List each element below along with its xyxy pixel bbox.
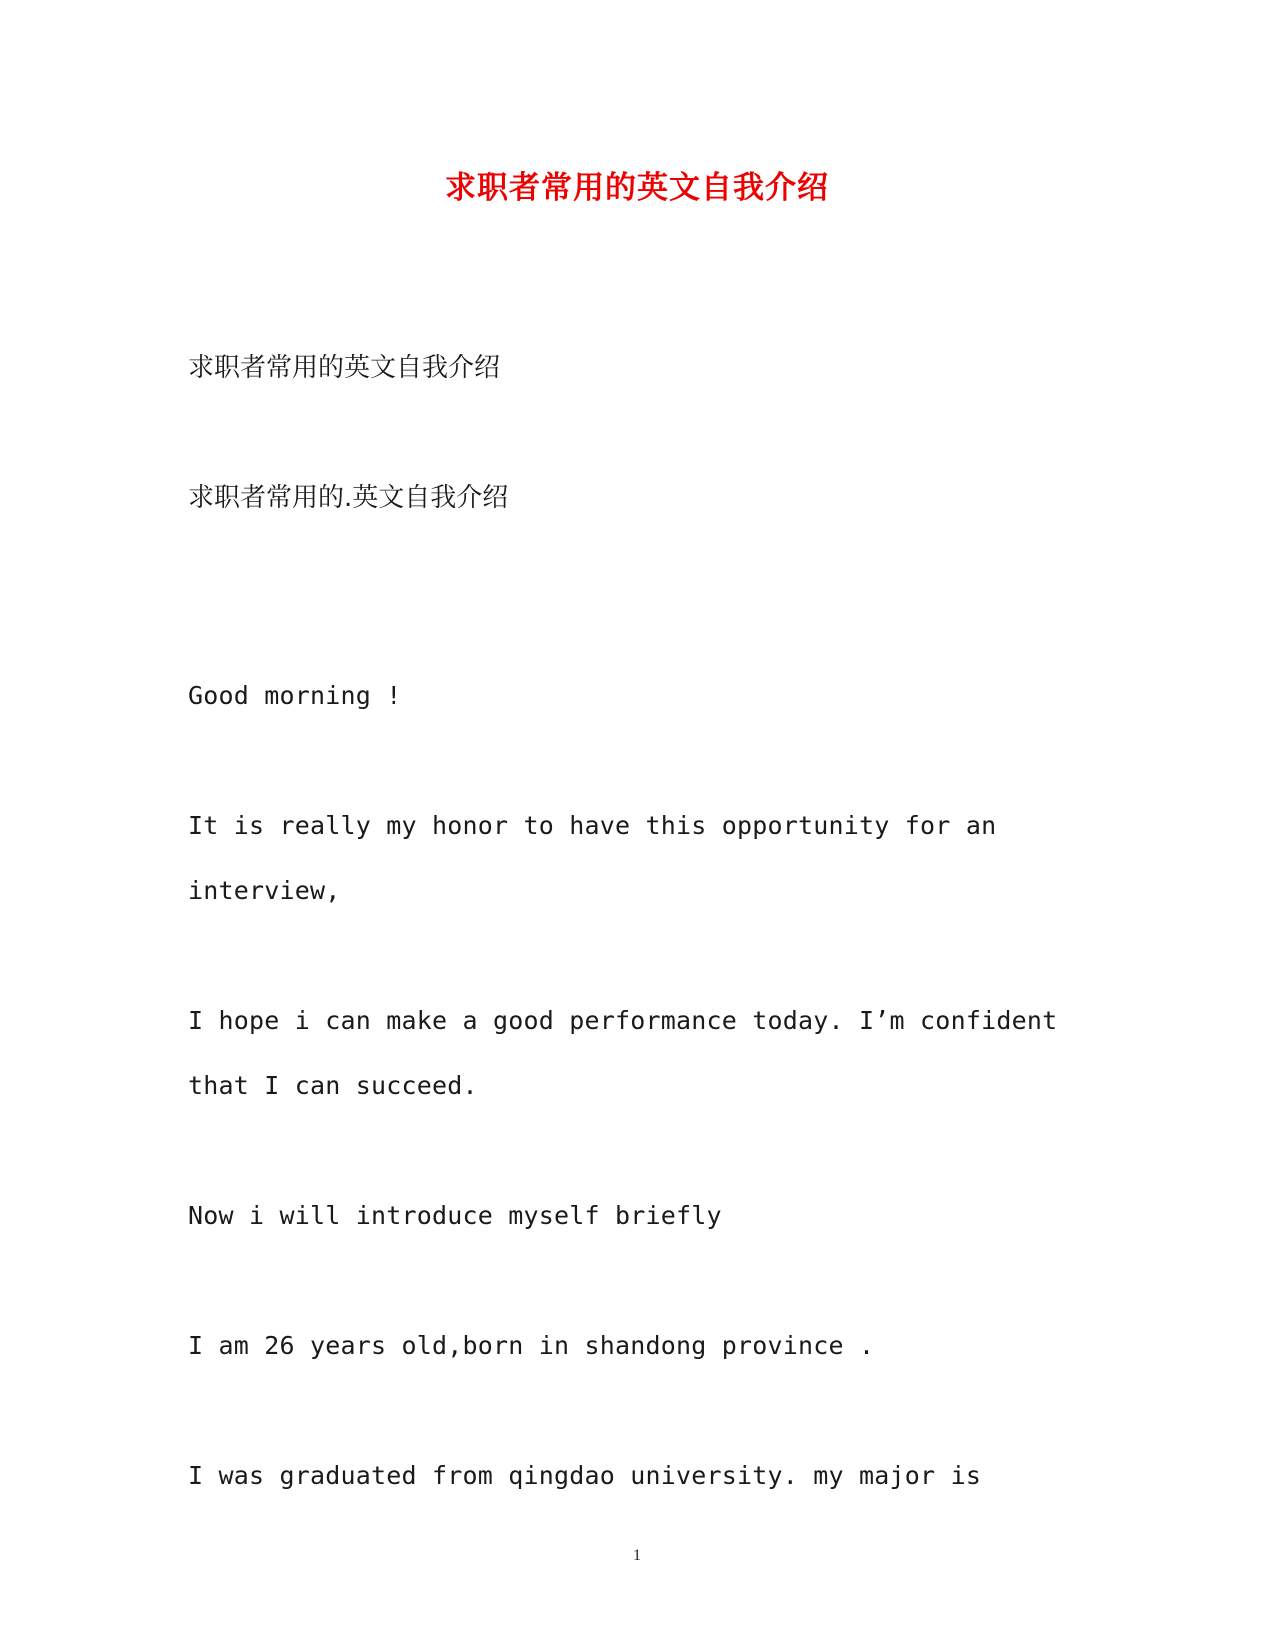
text-line: I hope i can make a good performance today. I’m confident	[188, 1006, 1058, 1035]
text-line: I was graduated from qingdao university. my major is	[188, 1461, 982, 1490]
text-line: interview,	[188, 876, 341, 905]
text-line: It is really my honor to have this opportunity for an	[188, 811, 997, 840]
text-line: I am 26 years old,born in shandong province .	[188, 1331, 875, 1360]
text-line-subheading: 求职者常用的.英文自我介绍	[188, 483, 509, 513]
text-line-greeting: Good morning !	[188, 681, 402, 710]
document-title: 求职者常用的英文自我介绍	[445, 170, 829, 206]
text-line: Now i will introduce myself briefly	[188, 1201, 722, 1230]
text-line-heading-repeat: 求职者常用的英文自我介绍	[188, 353, 501, 383]
page-number: 1	[633, 1547, 641, 1564]
text-line: that I can succeed.	[188, 1071, 478, 1100]
